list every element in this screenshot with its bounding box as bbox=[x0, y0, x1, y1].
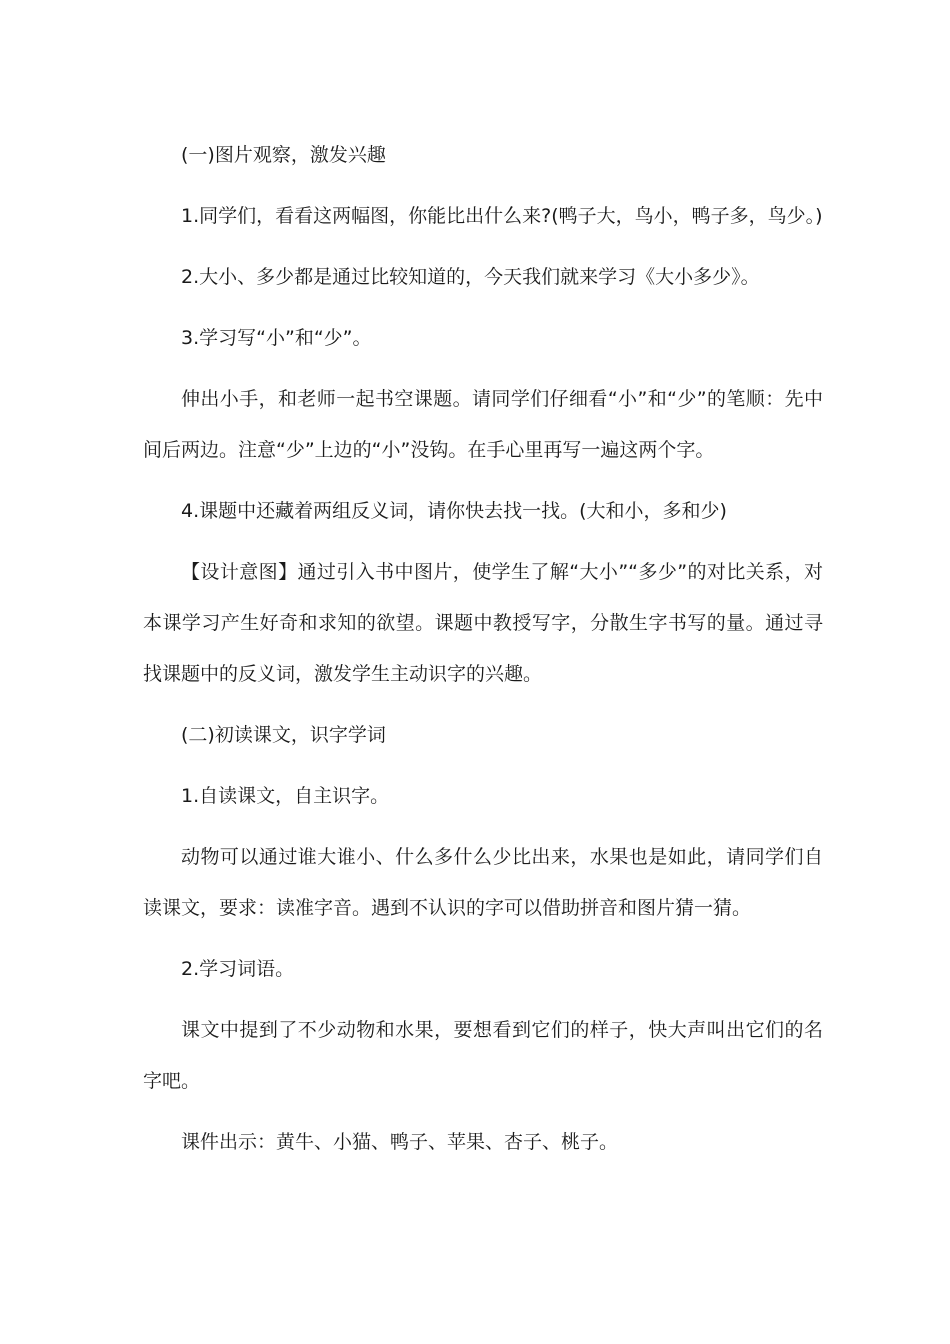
paragraph-step-2: 2.大小、多少都是通过比较知道的，今天我们就来学习《大小多少》。 bbox=[181, 266, 760, 288]
section-heading-1: (一)图片观察，激发兴趣 bbox=[181, 144, 386, 166]
paragraph-step-3: 3.学习写“小”和“少”。 bbox=[181, 327, 372, 349]
paragraph-step-1: 1.同学们，看看这两幅图，你能比出什么来?(鸭子大，鸟小，鸭子多，鸟少。) bbox=[181, 205, 823, 227]
document-body bbox=[143, 130, 823, 1178]
paragraph-reading-requirement: 动物可以通过谁大谁小、什么多什么少比出来，水果也是如此，请同学们自读课文，要求：读准字音。遇到不认识的字可以借助拼音和图片猜一猜。 bbox=[143, 846, 823, 919]
paragraph-step-4: 4.课题中还藏着两组反义词，请你快去找一找。(大和小，多和少) bbox=[181, 500, 727, 522]
paragraph-self-reading: 1.自读课文，自主识字。 bbox=[181, 785, 390, 807]
paragraph-courseware: 课件出示：黄牛、小猫、鸭子、苹果、杏子、桃子。 bbox=[181, 1131, 619, 1153]
paragraph-animals-fruits: 课文中提到了不少动物和水果，要想看到它们的样子，快大声叫出它们的名字吧。 bbox=[143, 1019, 823, 1092]
paragraph-learn-words: 2.学习词语。 bbox=[181, 958, 295, 980]
paragraph-design-intent: 【设计意图】通过引入书中图片，使学生了解“大小”“多少”的对比关系，对本课学习产生好奇和求知的欲望。课题中教授写字，分散生字书写的量。通过寻找课题中的反义词，激发学生主动识字的兴趣。 bbox=[143, 561, 823, 685]
section-heading-2: (二)初读课文，识字学词 bbox=[181, 724, 386, 746]
paragraph-writing-instruction: 伸出小手，和老师一起书空课题。请同学们仔细看“小”和“少”的笔顺：先中间后两边。注意“少”上边的“小”没钩。在手心里再写一遍这两个字。 bbox=[143, 388, 823, 461]
